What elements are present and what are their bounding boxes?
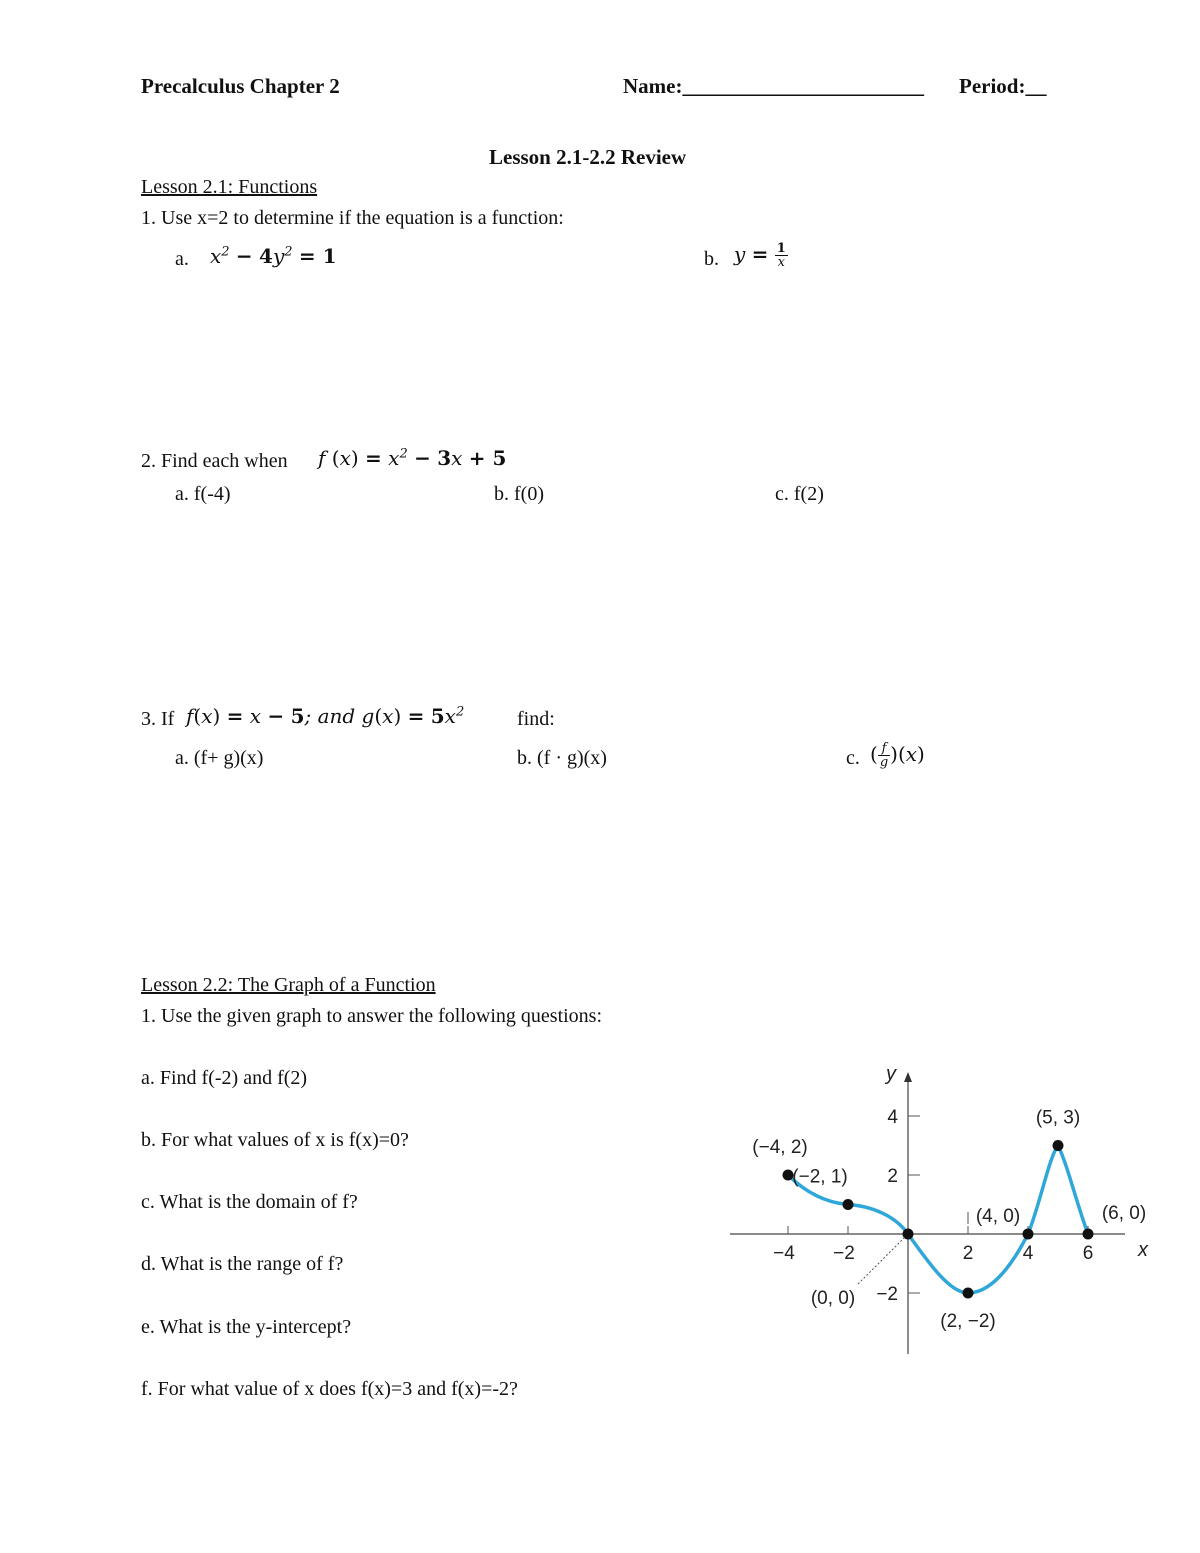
x-tick-label: 4 (1022, 1243, 1034, 1264)
page-title: Lesson 2.1-2.2 Review (489, 145, 687, 169)
q2c-item: c. f(2) (775, 483, 824, 505)
data-point (1083, 1229, 1094, 1240)
data-point (1053, 1140, 1064, 1151)
l22-qd: d. What is the range of f? (141, 1253, 344, 1275)
origin-leader-line (858, 1237, 905, 1284)
x-tick-label: 2 (962, 1243, 974, 1264)
point-label: (2, −2) (940, 1311, 996, 1332)
q1b-label: b. (704, 248, 719, 270)
q3-functions: f(x) = x − 5; and $g(x) = 5x^2$ (186, 704, 465, 728)
point-label: (−4, 2) (752, 1137, 808, 1158)
point-label: (5, 3) (1035, 1107, 1081, 1129)
l22-qa: a. Find f(-2) and f(2) (141, 1067, 308, 1089)
y-axis-label: y (886, 1063, 896, 1085)
q3c-label: c. (846, 747, 860, 769)
q2-function: f $(x) = x^2 - 3x + 5$ (318, 446, 507, 470)
q3-prompt-if: 3. If (141, 708, 175, 730)
point-label: (0, 0) (810, 1288, 856, 1309)
l22-q1-prompt: 1. Use the given graph to answer the following questions: (141, 1005, 603, 1027)
q3a-item: a. (f+ g)(x) (175, 747, 264, 769)
y-tick-label: 4 (887, 1107, 898, 1128)
q2b-item: b. f(0) (494, 483, 544, 505)
data-point (1023, 1229, 1034, 1240)
q3c-expression: ( $\frac{f}{g}$ )(x) (870, 741, 925, 770)
q2-prompt: 2. Find each when (141, 450, 288, 472)
l22-qe: e. What is the y-intercept? (141, 1316, 352, 1338)
q1a-label: a. (175, 248, 189, 270)
l22-qc: c. What is the domain of f? (141, 1191, 358, 1213)
q1a-equation: $x^2 - 4y^2 = 1$ (210, 244, 337, 268)
x-tick-label: −2 (833, 1243, 855, 1264)
function-graph (720, 1050, 1160, 1370)
x-tick-label: 6 (1082, 1243, 1094, 1264)
y-tick-label: −2 (876, 1284, 898, 1305)
name-field-label: Name:_______________________ (623, 74, 924, 98)
course-title: Precalculus Chapter 2 (141, 74, 340, 98)
x-axis-label: x (1138, 1239, 1148, 1261)
q2a-item: a. f(-4) (175, 483, 231, 505)
q1-prompt: 1. Use x=2 to determine if the equation is a function: (141, 207, 564, 229)
y-axis-arrow (904, 1072, 912, 1082)
data-point (963, 1288, 974, 1299)
point-label: (6, 0) (1101, 1203, 1147, 1224)
period-field-label: Period:__ (959, 74, 1047, 98)
lesson22-heading: Lesson 2.2: The Graph of a Function (141, 974, 436, 996)
y-tick-label: 2 (887, 1166, 898, 1187)
point-label: (−2, 1) (792, 1166, 848, 1188)
data-point (843, 1199, 854, 1210)
l22-qb: b. For what values of x is f(x)=0? (141, 1129, 409, 1151)
point-label: (4, 0) (975, 1206, 1021, 1227)
q1b-equation: y = $\frac{1}{x}$ (734, 241, 786, 270)
q3b-item: b. (f · g)(x) (517, 747, 607, 769)
q3-prompt-find: find: (517, 708, 555, 730)
l22-qf: f. For what value of x does f(x)=3 and f(x)=-2? (141, 1378, 518, 1400)
x-tick-label: −4 (773, 1243, 795, 1264)
lesson21-heading: Lesson 2.1: Functions (141, 176, 318, 198)
